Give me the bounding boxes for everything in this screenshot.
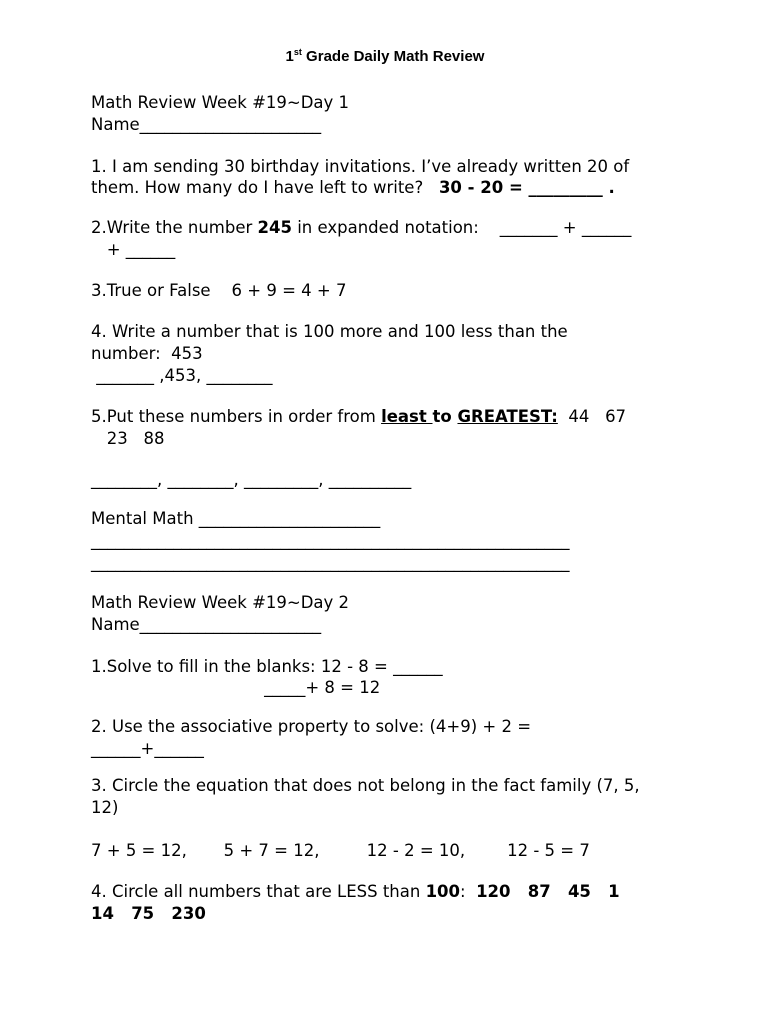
day1-q5-blanks: ________, ________, _________, __________	[91, 470, 412, 489]
day1-q1-line2: them. How many do I have left to write? 30 - 20 = _________ .	[91, 178, 615, 197]
day1-q4-line3: _______ ,453, ________	[91, 366, 273, 385]
day1-heading: Math Review Week #19~Day 1	[91, 93, 350, 112]
day1-q5-line1: 5.Put these numbers in order from least to GREATEST: 44 67	[91, 407, 627, 426]
day1-q1-line1: 1. I am sending 30 birthday invitations. I’ve already written 20 of	[91, 157, 630, 176]
day2-heading: Math Review Week #19~Day 2	[91, 593, 350, 612]
blank-line: __________________________________________________________	[91, 553, 570, 572]
day2-q3-equations: 7 + 5 = 12, 5 + 7 = 12, 12 - 2 = 10, 12 - 5 = 7	[91, 841, 590, 860]
day1-q5-line2: 23 88	[91, 429, 165, 448]
day2-q1-line2: _____+ 8 = 12	[91, 678, 381, 697]
least-label: least	[381, 407, 433, 426]
day1-q3: 3.True or False 6 + 9 = 4 + 7	[91, 281, 347, 300]
blank-line: __________________________________________________________	[91, 531, 570, 550]
day1-q2-line2: + ______	[91, 240, 176, 259]
day2-q3-line1: 3. Circle the equation that does not belong in the fact family (7, 5,	[91, 776, 640, 795]
day1-q1-equation: 30 - 20 = _________ .	[438, 178, 615, 197]
day2-name-line: Name______________________	[91, 615, 322, 634]
day2-q4-line2: 14 75 230	[91, 904, 206, 923]
day2-q4-line1: 4. Circle all numbers that are LESS than 100: 120 87 45 1	[91, 882, 620, 901]
day2-q1-line1: 1.Solve to fill in the blanks: 12 - 8 = ______	[91, 657, 443, 676]
greatest-label: GREATEST:	[457, 407, 558, 426]
day1-q2-line1: 2.Write the number 245 in expanded notation: _______ + ______	[91, 218, 632, 237]
day1-q4-line1: 4. Write a number that is 100 more and 100 less than the	[91, 322, 568, 341]
page-title: 1st Grade Daily Math Review	[285, 47, 485, 65]
day2-q2-line1: 2. Use the associative property to solve: (4+9) + 2 =	[91, 717, 532, 736]
mental-math: Mental Math ______________________	[91, 509, 381, 528]
day2-q2-line2: ______+______	[91, 739, 204, 758]
day1-q4-line2: number: 453	[91, 344, 203, 363]
day2-q4-numbers: 120 87 45 1	[476, 882, 620, 901]
number-245: 245	[257, 218, 292, 237]
day1-name-line: Name______________________	[91, 115, 322, 134]
day2-q3-line2: 12)	[91, 798, 119, 817]
